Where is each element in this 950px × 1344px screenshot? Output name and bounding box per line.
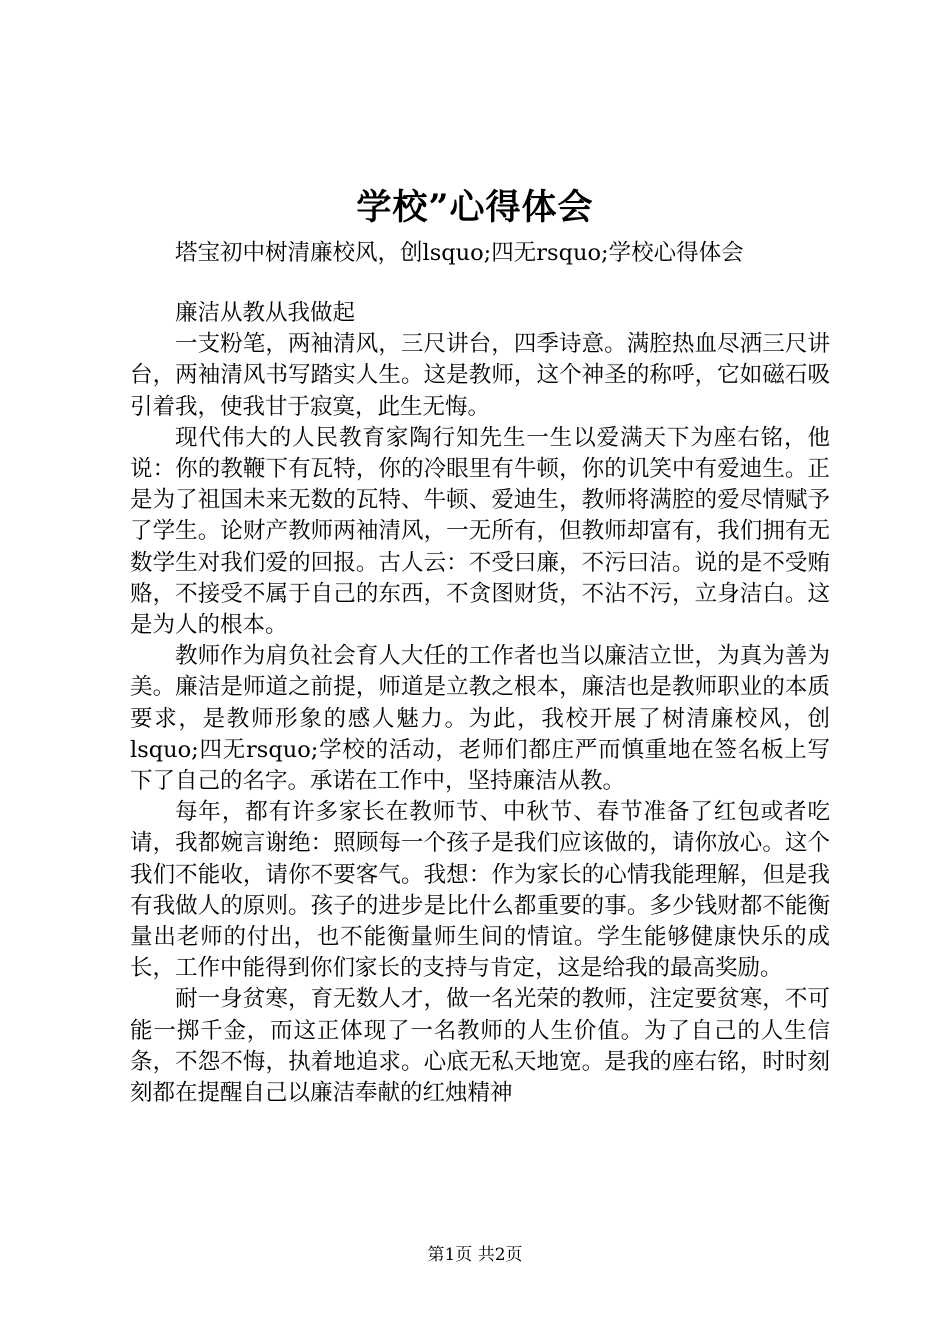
page-total: 共2页	[477, 1245, 523, 1265]
paragraph-heading: 廉洁从教从我做起	[175, 300, 356, 326]
paragraph: 现代伟大的人民教育家陶行知先生一生以爱满天下为座右铭，他说：你的教鞭下有瓦特，你的冷眼里有牛顿，你的讥笑中有爱迪生。正是为了祖国未来无数的瓦特、牛顿、爱迪生，教师将满腔的爱尽情赋予了学生。论财产教师两袖清风，一无所有，但教师却富有，我们拥有无数学生对我们爱的回报。古人云：不受曰廉，不污曰洁。说的是不受贿赂，不接受不属于自己的东西，不贪图财货，不沾不污，立身洁白。这是为人的根本。	[130, 424, 830, 639]
paragraph: 每年，都有许多家长在教师节、中秋节、春节准备了红包或者吃请，我都婉言谢绝：照顾每一个孩子是我们应该做的，请你放心。这个我们不能收，请你不要客气。我想：作为家长的心情我能理解，但是我有我做人的原则。孩子的进步是比什么都重要的事。多少钱财都不能衡量出老师的付出，也不能衡量师生间的情谊。学生能够健康快乐的成长，工作中能得到你们家长的支持与肯定，这是给我的最高奖励。	[130, 799, 830, 982]
document-body	[130, 298, 830, 1109]
paragraph: 耐一身贫寒，育无数人才，做一名光荣的教师，注定要贫寒，不可能一掷千金，而这正体现了一名教师的人生价值。为了自己的人生信条，不怨不悔，执着地追求。心底无私天地宽。是我的座右铭，时时刻刻都在提醒自己以廉洁奉献的红烛精神	[130, 986, 830, 1107]
paragraph: 教师作为肩负社会育人大任的工作者也当以廉洁立世，为真为善为美。廉洁是师道之前提，师道是立教之根本，廉洁也是教师职业的本质要求，是教师形象的感人魅力。为此，我校开展了树清廉校风，创lsquo;四无rsquo;学校的活动，老师们都庄严而慎重地在签名板上写下了自己的名字。承诺在工作中，坚持廉洁从教。	[130, 643, 830, 795]
paragraph: 一支粉笔，两袖清风，三尺讲台，四季诗意。满腔热血尽洒三尺讲台，两袖清风书写踏实人生。这是教师，这个神圣的称呼，它如磁石吸引着我，使我甘于寂寞，此生无悔。	[130, 331, 830, 420]
page-footer	[0, 1243, 950, 1267]
page-title: 学校”心得体会	[356, 187, 594, 228]
page-number: 第1页	[427, 1245, 473, 1265]
document-subtitle: 塔宝初中树清廉校风，创lsquo;四无rsquo;学校心得体会	[175, 240, 744, 266]
